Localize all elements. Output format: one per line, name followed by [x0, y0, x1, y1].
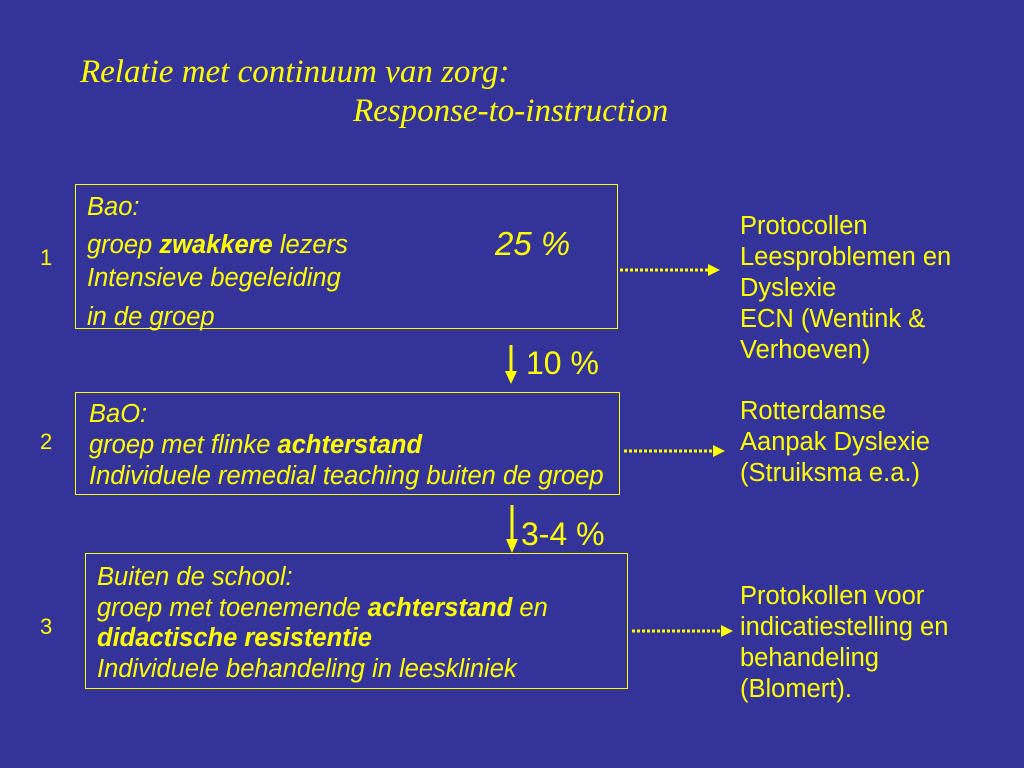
reference-line: Protokollen voor: [740, 582, 925, 610]
box-text: Intensieve begeleiding: [87, 264, 341, 292]
reference-line: ECN (Wentink &: [740, 305, 926, 333]
box-text: in de groep: [87, 303, 215, 331]
transition-percentage-2: 3-4 %: [521, 516, 605, 552]
level-2-box: [75, 392, 620, 495]
box-line: [89, 430, 604, 461]
box-text: lezers: [272, 231, 348, 259]
emphasis-text: didactische resistentie: [97, 624, 372, 652]
level-1-reference: [740, 211, 951, 366]
slide-subtitle: Response-to-instruction: [353, 93, 669, 129]
level-3-box: [85, 553, 628, 689]
level-3-reference: [740, 581, 948, 705]
box-line: [97, 562, 548, 593]
level-2-reference: [740, 396, 930, 489]
box-line: [87, 192, 139, 223]
box-line: [97, 593, 548, 624]
reference-line: indicatiestelling en: [740, 613, 949, 641]
box-text: Individuele behandeling in leeskliniek: [97, 654, 517, 683]
box-text: en: [512, 593, 548, 622]
reference-line: (Struiksma e.a.): [740, 459, 920, 487]
reference-line: (Blomert).: [740, 675, 852, 703]
arrow-down-icon: [505, 345, 517, 384]
box-text: groep: [87, 231, 160, 259]
box-line: [89, 461, 604, 492]
box-line: [87, 302, 215, 333]
reference-line: Rotterdamse: [740, 397, 886, 425]
box-line: [97, 623, 548, 654]
box-text: BaO:: [89, 400, 148, 428]
level-1-percentage: 25 %: [495, 225, 571, 262]
emphasis-text: zwakkere: [159, 231, 273, 259]
emphasis-text: achterstand: [277, 431, 423, 459]
box-line: [87, 230, 348, 261]
box-text-block: [97, 562, 548, 684]
box-text: Individuele remedial teaching buiten de groep: [89, 462, 604, 490]
reference-line: Verhoeven): [740, 336, 871, 364]
dotted-arrow-right-icon: [620, 264, 720, 276]
box-text-block: [89, 399, 604, 492]
level-1-box: [75, 184, 618, 329]
box-text: Bao:: [87, 193, 140, 221]
dotted-arrow-right-icon: [624, 445, 725, 457]
box-text: groep met toenemende: [97, 593, 368, 622]
level-number-2: 2: [40, 429, 53, 454]
reference-line: Leesproblemen en: [740, 243, 952, 271]
dotted-arrow-right-icon: [632, 625, 733, 637]
emphasis-text: achterstand: [367, 593, 513, 622]
arrow-down-icon: [506, 505, 518, 553]
box-line: [97, 654, 548, 685]
box-text: groep met flinke: [89, 431, 278, 459]
reference-line: Protocollen: [740, 212, 868, 240]
reference-line: Dyslexie: [740, 274, 837, 302]
slide-title: Relatie met continuum van zorg:: [80, 54, 510, 90]
reference-line: Aanpak Dyslexie: [740, 428, 930, 456]
box-line: [87, 263, 341, 294]
level-number-3: 3: [40, 614, 53, 639]
box-text: Buiten de school:: [97, 563, 293, 591]
reference-line: behandeling: [740, 644, 879, 672]
level-number-1: 1: [40, 245, 53, 270]
box-line: [89, 399, 604, 430]
transition-percentage-1: 10 %: [526, 345, 599, 381]
